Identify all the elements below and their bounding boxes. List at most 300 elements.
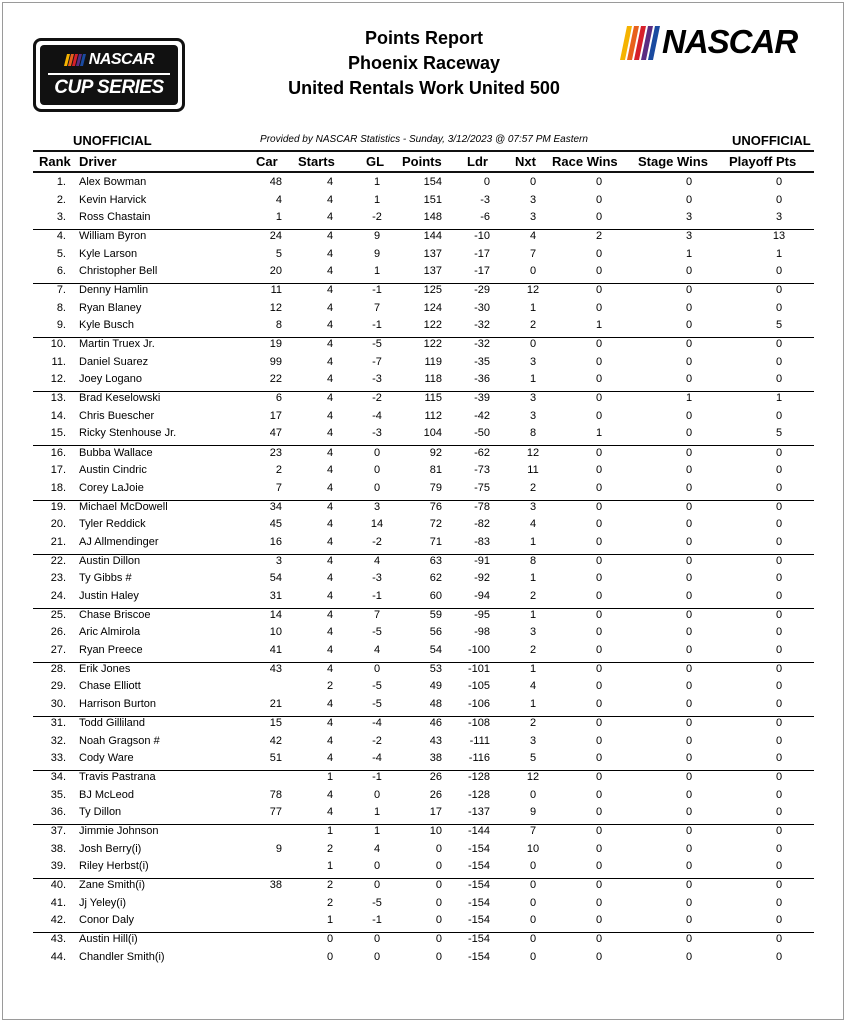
cell-rank: 13. (50, 392, 66, 405)
cell-stage-wins: 3 (685, 230, 693, 243)
cell-starts: 4 (326, 301, 334, 314)
cell-race-wins: 0 (595, 825, 603, 838)
cell-driver: Erik Jones (79, 662, 131, 675)
cell-playoff-pts: 0 (775, 626, 783, 639)
cell-gl: -1 (372, 284, 382, 297)
cell-points: 71 (429, 535, 442, 548)
cell-ldr: -17 (474, 265, 490, 278)
cell-points: 137 (423, 265, 442, 278)
cell-race-wins: 1 (595, 427, 603, 440)
cell-driver: Denny Hamlin (79, 284, 149, 297)
cell-gl: 1 (373, 806, 381, 819)
cell-points: 53 (429, 662, 442, 675)
cell-playoff-pts: 0 (775, 446, 783, 459)
cell-ldr: -36 (474, 373, 490, 386)
cell-ldr: 0 (483, 176, 490, 188)
cell-ldr: -128 (467, 788, 490, 801)
cell-points: 81 (429, 464, 442, 476)
cell-car: 78 (269, 788, 282, 801)
cell-race-wins: 0 (595, 806, 603, 819)
table-row (0, 482, 848, 500)
table-row (0, 914, 848, 932)
cell-driver: Austin Dillon (79, 554, 141, 567)
cell-car: 15 (269, 717, 282, 729)
cell-ldr: -91 (474, 554, 490, 567)
unofficial-label-left: UNOFFICIAL (73, 133, 152, 148)
cell-race-wins: 0 (595, 697, 603, 710)
cell-car: 1 (275, 211, 282, 223)
cell-gl: 9 (373, 230, 381, 243)
cell-stage-wins: 0 (685, 680, 693, 693)
cell-gl: -5 (372, 697, 382, 710)
cell-race-wins: 0 (595, 914, 603, 927)
cell-playoff-pts: 0 (775, 680, 783, 693)
cell-driver: Corey LaJoie (79, 481, 144, 494)
cell-race-wins: 0 (595, 680, 603, 693)
table-row (0, 427, 848, 445)
cell-gl: 1 (373, 193, 381, 206)
cell-gl: -1 (372, 914, 382, 927)
cell-driver: Zane Smith(i) (79, 879, 146, 892)
cell-rank: 11. (51, 355, 66, 368)
cup-logo-nascar-text: NASCAR (40, 51, 178, 69)
table-row (0, 843, 848, 861)
table-row (0, 501, 848, 519)
cell-rank: 28. (50, 662, 66, 675)
cell-driver: Ty Gibbs # (79, 572, 132, 585)
cell-nxt: 1 (529, 535, 537, 548)
cell-ldr: -154 (467, 950, 490, 963)
cell-race-wins: 0 (595, 626, 603, 639)
cell-race-wins: 0 (595, 193, 603, 206)
cell-rank: 10. (50, 338, 66, 351)
cell-playoff-pts: 0 (775, 301, 783, 314)
cell-stage-wins: 0 (685, 717, 693, 729)
cell-playoff-pts: 0 (775, 752, 783, 764)
cell-stage-wins: 0 (685, 427, 693, 440)
cell-stage-wins: 0 (685, 842, 693, 855)
cell-points: 26 (429, 771, 442, 784)
cell-gl: -2 (372, 535, 382, 548)
cell-gl: 4 (373, 554, 381, 567)
table-row (0, 194, 848, 212)
cell-starts: 1 (326, 771, 334, 784)
cell-race-wins: 0 (595, 860, 603, 873)
cell-driver: Riley Herbst(i) (79, 860, 149, 873)
cell-car: 42 (269, 734, 282, 747)
cell-gl: -4 (372, 717, 382, 729)
col-header-playoff-pts: Playoff Pts (729, 154, 797, 169)
cell-starts: 4 (326, 535, 334, 548)
cell-rank: 27. (50, 643, 66, 656)
cell-nxt: 9 (529, 806, 537, 819)
cell-race-wins: 0 (595, 176, 603, 188)
cell-nxt: 1 (529, 572, 537, 585)
cell-driver: Austin Hill(i) (79, 933, 138, 946)
cell-starts: 4 (326, 176, 334, 188)
cell-stage-wins: 0 (685, 697, 693, 710)
cell-points: 151 (423, 193, 442, 206)
cell-points: 17 (429, 806, 442, 819)
table-row (0, 609, 848, 627)
cell-points: 43 (429, 734, 442, 747)
table-row (0, 248, 848, 266)
cell-playoff-pts: 0 (775, 662, 783, 675)
cell-gl: -1 (372, 771, 382, 784)
cell-ldr: -30 (474, 301, 490, 314)
cell-starts: 4 (326, 518, 334, 531)
cell-starts: 4 (326, 427, 334, 440)
report-title: Points Report (364, 28, 483, 48)
cell-starts: 4 (326, 572, 334, 585)
cell-playoff-pts: 0 (775, 860, 783, 873)
cell-race-wins: 0 (595, 879, 603, 892)
cell-driver: AJ Allmendinger (79, 535, 159, 548)
cell-stage-wins: 0 (685, 518, 693, 531)
col-header-driver: Driver (79, 154, 117, 169)
cell-ldr: -144 (467, 825, 490, 838)
cell-nxt: 2 (529, 481, 537, 494)
table-row (0, 825, 848, 843)
cell-race-wins: 0 (595, 842, 603, 855)
cell-driver: Ty Dillon (79, 806, 122, 819)
table-row (0, 698, 848, 716)
cell-points: 0 (435, 933, 442, 946)
cell-race-wins: 0 (595, 950, 603, 963)
cell-stage-wins: 0 (685, 481, 693, 494)
cell-stage-wins: 1 (685, 247, 693, 260)
cell-rank: 34. (50, 771, 66, 784)
cell-points: 137 (423, 247, 442, 260)
cell-playoff-pts: 0 (775, 481, 783, 494)
cell-nxt: 2 (529, 643, 537, 656)
cell-playoff-pts: 0 (775, 373, 783, 386)
cell-gl: 1 (373, 825, 381, 838)
cell-starts: 4 (326, 265, 334, 278)
cell-rank: 43. (50, 933, 66, 946)
cell-gl: -2 (372, 211, 382, 223)
table-row (0, 230, 848, 248)
cell-gl: -3 (372, 572, 382, 585)
table-row (0, 464, 848, 482)
cell-gl: 0 (373, 950, 381, 963)
cell-stage-wins: 0 (685, 589, 693, 602)
cell-stage-wins: 0 (685, 662, 693, 675)
cell-gl: 7 (373, 608, 381, 621)
cell-rank: 19. (50, 500, 66, 513)
cell-rank: 31. (50, 717, 66, 729)
cell-starts: 4 (326, 481, 334, 494)
cell-nxt: 12 (526, 284, 540, 297)
nascar-cup-series-logo (33, 38, 185, 112)
cell-starts: 4 (326, 211, 334, 223)
table-row (0, 897, 848, 915)
cell-gl: 7 (373, 301, 381, 314)
cell-stage-wins: 0 (685, 950, 693, 963)
cell-rank: 1. (56, 176, 66, 188)
cell-driver: Joey Logano (79, 373, 142, 386)
cell-driver: Travis Pastrana (79, 771, 156, 784)
cell-starts: 4 (326, 734, 334, 747)
col-header-race-wins: Race Wins (552, 154, 618, 169)
cell-starts: 4 (326, 373, 334, 386)
cell-rank: 22. (50, 554, 66, 567)
stripes-icon (620, 26, 660, 60)
cell-nxt: 0 (529, 265, 537, 278)
cell-ldr: -29 (474, 284, 490, 297)
track-name: Phoenix Raceway (347, 53, 501, 73)
cell-nxt: 3 (529, 193, 537, 206)
table-row (0, 951, 848, 969)
cell-gl: -1 (372, 319, 382, 332)
cell-rank: 20. (50, 518, 66, 531)
cell-points: 60 (429, 589, 442, 602)
cell-starts: 4 (326, 284, 334, 297)
cell-starts: 2 (326, 879, 334, 892)
cell-driver: Michael McDowell (79, 500, 168, 513)
cell-ldr: -78 (474, 500, 490, 513)
cup-logo-series-text: CUP SERIES (54, 77, 164, 98)
col-header-ldr: Ldr (467, 154, 488, 169)
cell-playoff-pts: 0 (775, 806, 783, 819)
cell-playoff-pts: 0 (775, 535, 783, 548)
cell-rank: 12. (50, 373, 66, 386)
cell-rank: 8. (56, 301, 66, 314)
cell-driver: William Byron (79, 230, 147, 243)
cell-ldr: -154 (467, 896, 490, 909)
cell-gl: -3 (372, 373, 382, 386)
cell-starts: 4 (326, 806, 334, 819)
cell-points: 104 (423, 427, 442, 440)
cell-car: 16 (269, 535, 282, 548)
cell-gl: 14 (370, 518, 384, 531)
cell-stage-wins: 0 (685, 338, 693, 351)
cell-race-wins: 0 (595, 608, 603, 621)
cell-starts: 4 (326, 608, 334, 621)
cell-race-wins: 0 (595, 446, 603, 459)
cell-ldr: -35 (474, 355, 490, 368)
cell-rank: 42. (50, 914, 66, 927)
cell-points: 118 (424, 373, 442, 386)
cell-rank: 4. (56, 230, 66, 243)
cell-stage-wins: 0 (685, 500, 693, 513)
table-row (0, 572, 848, 590)
cell-nxt: 8 (529, 427, 537, 440)
cell-nxt: 0 (529, 338, 537, 351)
cell-rank: 16. (50, 446, 66, 459)
cell-gl: -3 (372, 427, 382, 440)
cell-ldr: -50 (474, 427, 490, 440)
cell-race-wins: 0 (595, 933, 603, 946)
cell-starts: 4 (326, 752, 334, 764)
cell-playoff-pts: 0 (775, 608, 783, 621)
table-row (0, 211, 848, 229)
cell-driver: Austin Cindric (79, 464, 147, 476)
cell-gl: 1 (373, 265, 381, 278)
cell-starts: 4 (326, 589, 334, 602)
cell-stage-wins: 0 (685, 193, 693, 206)
cell-gl: 1 (373, 176, 381, 188)
cell-race-wins: 0 (595, 464, 603, 476)
cell-playoff-pts: 0 (775, 734, 783, 747)
cell-driver: Ricky Stenhouse Jr. (79, 427, 177, 440)
cell-car: 23 (269, 446, 282, 459)
cell-starts: 2 (326, 842, 334, 855)
table-row (0, 789, 848, 807)
cell-points: 122 (423, 338, 442, 351)
cell-nxt: 12 (526, 771, 540, 784)
cell-nxt: 1 (529, 697, 537, 710)
table-row (0, 806, 848, 824)
cell-stage-wins: 0 (685, 284, 693, 297)
cell-stage-wins: 0 (685, 825, 693, 838)
cell-gl: -7 (372, 355, 382, 368)
cell-rank: 21. (50, 535, 66, 548)
cell-car: 10 (269, 626, 282, 639)
cell-gl: -2 (372, 734, 382, 747)
cell-stage-wins: 0 (685, 914, 693, 927)
col-header-stage-wins: Stage Wins (638, 154, 708, 169)
cell-rank: 29. (50, 680, 66, 693)
cell-nxt: 1 (529, 373, 537, 386)
cell-playoff-pts: 0 (775, 572, 783, 585)
nascar-logo-word: NASCAR (662, 23, 798, 60)
cell-race-wins: 1 (595, 319, 603, 332)
cell-car: 19 (269, 338, 282, 351)
cell-rank: 38. (50, 842, 66, 855)
col-header-gl: GL (366, 154, 385, 169)
cell-stage-wins: 0 (685, 464, 693, 476)
cell-starts: 4 (326, 788, 334, 801)
cell-car: 43 (269, 662, 282, 675)
cell-playoff-pts: 0 (775, 643, 783, 656)
cell-car: 54 (269, 572, 282, 585)
table-row (0, 284, 848, 302)
cell-gl: 0 (373, 879, 381, 892)
cell-playoff-pts: 0 (775, 717, 783, 729)
table-row (0, 626, 848, 644)
cell-ldr: -95 (474, 608, 490, 621)
cell-points: 115 (424, 392, 442, 405)
table-row (0, 879, 848, 897)
cell-gl: -5 (372, 896, 382, 909)
cell-driver: Justin Haley (79, 589, 139, 602)
cell-race-wins: 0 (595, 643, 603, 656)
cell-starts: 2 (326, 896, 334, 909)
cell-points: 38 (429, 752, 442, 764)
cell-starts: 2 (326, 680, 334, 693)
cell-nxt: 7 (529, 247, 537, 260)
cell-starts: 4 (326, 247, 334, 260)
cell-driver: Jj Yeley(i) (79, 896, 127, 909)
cell-points: 48 (429, 697, 442, 710)
cell-rank: 7. (56, 284, 66, 297)
cell-stage-wins: 0 (685, 409, 693, 422)
cell-stage-wins: 0 (685, 788, 693, 801)
cell-ldr: -83 (474, 535, 490, 548)
cell-driver: Alex Bowman (79, 176, 147, 188)
cell-rank: 2. (56, 193, 66, 206)
cell-nxt: 4 (529, 230, 537, 243)
cell-rank: 3. (56, 211, 66, 223)
cell-rank: 30. (50, 697, 66, 710)
cell-ldr: -100 (467, 643, 490, 656)
cell-race-wins: 0 (595, 409, 603, 422)
cell-points: 119 (424, 355, 442, 368)
table-row (0, 176, 848, 194)
table-row (0, 410, 848, 428)
cell-race-wins: 0 (595, 734, 603, 747)
cell-ldr: -137 (467, 806, 490, 819)
cell-nxt: 11 (527, 464, 539, 476)
table-row (0, 392, 848, 410)
cell-race-wins: 0 (595, 338, 603, 351)
table-row (0, 373, 848, 391)
cell-race-wins: 0 (595, 554, 603, 567)
cell-ldr: -154 (467, 842, 490, 855)
cell-nxt: 3 (529, 355, 537, 368)
cell-ldr: -154 (467, 860, 490, 873)
cell-points: 0 (435, 914, 442, 927)
cell-driver: Todd Gilliland (79, 717, 146, 729)
cell-rank: 41. (50, 896, 66, 909)
cell-gl: -4 (372, 752, 382, 764)
cell-ldr: -10 (474, 230, 490, 243)
cell-ldr: -154 (467, 879, 490, 892)
cell-stage-wins: 0 (685, 626, 693, 639)
cell-playoff-pts: 1 (775, 392, 783, 405)
cell-playoff-pts: 0 (775, 879, 783, 892)
cell-driver: Chase Elliott (79, 680, 141, 693)
cell-playoff-pts: 1 (775, 247, 783, 260)
cell-nxt: 3 (529, 500, 537, 513)
cell-stage-wins: 3 (685, 211, 693, 223)
cell-ldr: -108 (467, 717, 490, 729)
cell-nxt: 4 (529, 518, 537, 531)
cell-starts: 1 (326, 914, 334, 927)
cell-stage-wins: 0 (685, 265, 693, 278)
cell-rank: 26. (50, 626, 66, 639)
cell-nxt: 8 (529, 554, 537, 567)
cell-nxt: 0 (529, 896, 537, 909)
cell-nxt: 0 (529, 933, 537, 946)
cell-starts: 4 (326, 193, 334, 206)
cell-car: 31 (269, 589, 282, 602)
cell-race-wins: 0 (595, 788, 603, 801)
cell-race-wins: 0 (595, 589, 603, 602)
cell-rank: 35. (50, 788, 66, 801)
cell-ldr: -75 (474, 481, 490, 494)
cell-rank: 5. (56, 247, 66, 260)
cell-points: 63 (429, 554, 442, 567)
table-row (0, 717, 848, 735)
cell-driver: Cody Ware (79, 752, 134, 764)
cell-rank: 24. (50, 589, 66, 602)
cell-starts: 4 (326, 355, 334, 368)
cell-driver: Daniel Suarez (79, 355, 149, 368)
table-row (0, 338, 848, 356)
cell-gl: -2 (372, 392, 382, 405)
cell-race-wins: 0 (595, 535, 603, 548)
cell-stage-wins: 0 (685, 535, 693, 548)
cell-points: 10 (429, 825, 442, 838)
cell-points: 62 (429, 572, 442, 585)
col-header-rank: Rank (39, 154, 71, 169)
cell-stage-wins: 0 (685, 933, 693, 946)
cell-gl: 4 (373, 842, 381, 855)
cell-car: 24 (269, 230, 282, 243)
cell-driver: Noah Gragson # (79, 734, 160, 747)
